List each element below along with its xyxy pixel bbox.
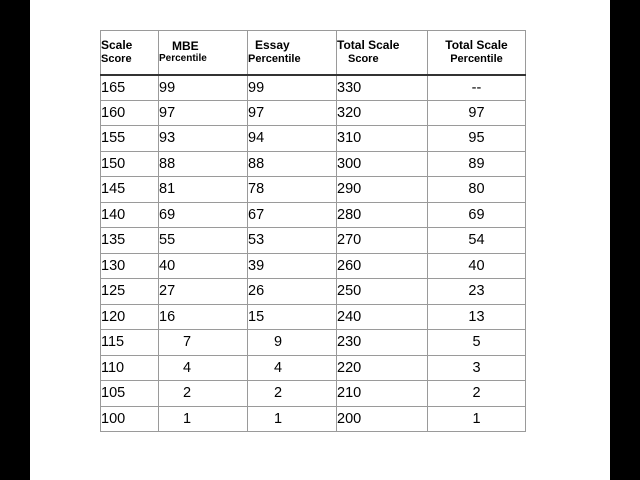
- cell-total-scale-percentile: 54: [428, 228, 526, 254]
- cell-mbe-percentile: 55: [159, 228, 248, 254]
- cell-mbe-percentile: 99: [159, 75, 248, 101]
- cell-mbe-percentile: 81: [159, 177, 248, 203]
- cell-total-scale-score: 300: [337, 151, 428, 177]
- header-sub-text: Percentile: [450, 52, 503, 65]
- cell-scale-score: 115: [101, 330, 159, 356]
- cell-total-scale-percentile: 89: [428, 151, 526, 177]
- table-row: [101, 202, 526, 228]
- cell-mbe-percentile: 1: [159, 406, 248, 432]
- table-row: [101, 151, 526, 177]
- table-row: [101, 330, 526, 356]
- cell-mbe-percentile: 2: [159, 381, 248, 407]
- cell-total-scale-percentile: 3: [428, 355, 526, 381]
- cell-total-scale-percentile: 80: [428, 177, 526, 203]
- cell-scale-score: 110: [101, 355, 159, 381]
- document-page: [30, 0, 610, 480]
- cell-essay-percentile: 67: [248, 202, 337, 228]
- cell-mbe-percentile: 16: [159, 304, 248, 330]
- cell-total-scale-score: 250: [337, 279, 428, 305]
- table-row: [101, 126, 526, 152]
- table-row: [101, 406, 526, 432]
- cell-mbe-percentile: 93: [159, 126, 248, 152]
- cell-total-scale-percentile: 2: [428, 381, 526, 407]
- header-sub-text: Percentile: [159, 53, 207, 65]
- cell-mbe-percentile: 69: [159, 202, 248, 228]
- cell-scale-score: 140: [101, 202, 159, 228]
- cell-total-scale-percentile: --: [428, 75, 526, 101]
- header-mbe-percentile: [159, 31, 248, 75]
- cell-total-scale-score: 270: [337, 228, 428, 254]
- cell-scale-score: 145: [101, 177, 159, 203]
- cell-scale-score: 130: [101, 253, 159, 279]
- header-main-text: Total Scale: [337, 38, 400, 53]
- table-row: [101, 177, 526, 203]
- cell-total-scale-score: 320: [337, 100, 428, 126]
- cell-total-scale-percentile: 23: [428, 279, 526, 305]
- cell-scale-score: 105: [101, 381, 159, 407]
- cell-total-scale-percentile: 1: [428, 406, 526, 432]
- table-row: [101, 75, 526, 101]
- cell-total-scale-percentile: 13: [428, 304, 526, 330]
- cell-essay-percentile: 97: [248, 100, 337, 126]
- header-sub-text: Score: [348, 52, 379, 65]
- cell-total-scale-score: 260: [337, 253, 428, 279]
- header-total-scale-percentile: [428, 31, 526, 75]
- table-row: [101, 100, 526, 126]
- cell-total-scale-score: 240: [337, 304, 428, 330]
- cell-essay-percentile: 2: [248, 381, 337, 407]
- cell-scale-score: 125: [101, 279, 159, 305]
- table-row: [101, 279, 526, 305]
- cell-total-scale-score: 310: [337, 126, 428, 152]
- cell-total-scale-score: 330: [337, 75, 428, 101]
- table-header: [101, 31, 526, 75]
- cell-total-scale-score: 200: [337, 406, 428, 432]
- cell-scale-score: 165: [101, 75, 159, 101]
- header-scale-score: [101, 31, 159, 75]
- cell-mbe-percentile: 4: [159, 355, 248, 381]
- cell-scale-score: 100: [101, 406, 159, 432]
- table-row: [101, 253, 526, 279]
- cell-total-scale-percentile: 40: [428, 253, 526, 279]
- header-main-text: Total Scale: [445, 38, 508, 53]
- header-main-text: Scale: [101, 38, 133, 53]
- cell-essay-percentile: 9: [248, 330, 337, 356]
- cell-essay-percentile: 53: [248, 228, 337, 254]
- cell-essay-percentile: 39: [248, 253, 337, 279]
- header-main-text: Essay: [255, 38, 290, 53]
- cell-essay-percentile: 15: [248, 304, 337, 330]
- cell-mbe-percentile: 7: [159, 330, 248, 356]
- cell-total-scale-percentile: 97: [428, 100, 526, 126]
- cell-essay-percentile: 99: [248, 75, 337, 101]
- cell-total-scale-score: 220: [337, 355, 428, 381]
- cell-total-scale-score: 290: [337, 177, 428, 203]
- cell-total-scale-percentile: 69: [428, 202, 526, 228]
- cell-scale-score: 150: [101, 151, 159, 177]
- header-essay-percentile: [248, 31, 337, 75]
- table-row: [101, 381, 526, 407]
- cell-total-scale-score: 280: [337, 202, 428, 228]
- cell-scale-score: 160: [101, 100, 159, 126]
- cell-essay-percentile: 4: [248, 355, 337, 381]
- cell-total-scale-percentile: 5: [428, 330, 526, 356]
- header-sub-text: Score: [101, 52, 132, 65]
- cell-total-scale-score: 210: [337, 381, 428, 407]
- cell-scale-score: 120: [101, 304, 159, 330]
- header-row: [101, 31, 526, 75]
- score-percentile-table: [100, 30, 526, 432]
- cell-total-scale-percentile: 95: [428, 126, 526, 152]
- table-body: [101, 75, 526, 432]
- cell-essay-percentile: 1: [248, 406, 337, 432]
- cell-mbe-percentile: 27: [159, 279, 248, 305]
- header-sub-text: Percentile: [248, 52, 301, 65]
- cell-essay-percentile: 78: [248, 177, 337, 203]
- cell-mbe-percentile: 97: [159, 100, 248, 126]
- cell-mbe-percentile: 40: [159, 253, 248, 279]
- cell-mbe-percentile: 88: [159, 151, 248, 177]
- header-total-scale-score: [337, 31, 428, 75]
- table-row: [101, 355, 526, 381]
- header-main-text: MBE: [172, 38, 199, 53]
- cell-scale-score: 135: [101, 228, 159, 254]
- cell-scale-score: 155: [101, 126, 159, 152]
- cell-essay-percentile: 94: [248, 126, 337, 152]
- table-row: [101, 304, 526, 330]
- cell-total-scale-score: 230: [337, 330, 428, 356]
- cell-essay-percentile: 88: [248, 151, 337, 177]
- cell-essay-percentile: 26: [248, 279, 337, 305]
- table-row: [101, 228, 526, 254]
